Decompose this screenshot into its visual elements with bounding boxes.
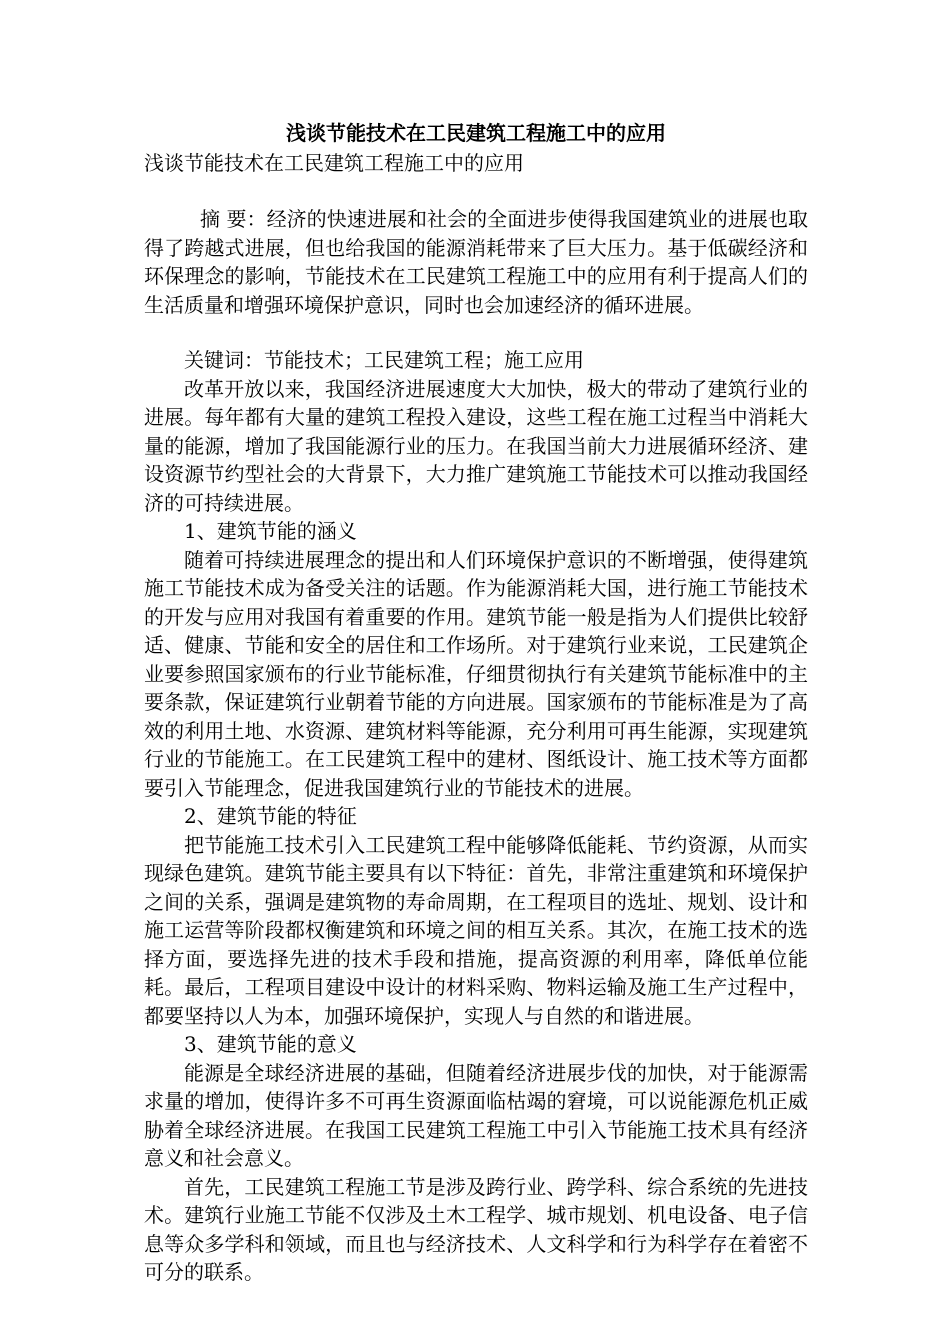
spacer bbox=[144, 178, 808, 205]
document-subtitle: 浅谈节能技术在工民建筑工程施工中的应用 bbox=[144, 151, 524, 175]
section-heading: 3、建筑节能的意义 bbox=[184, 1032, 357, 1056]
spacer bbox=[144, 319, 808, 346]
intro-paragraph: 改革开放以来，我国经济进展速度大大加快，极大的带动了建筑行业的进展。每年都有大量的建筑工程投入建设，这些工程在施工过程当中消耗大量的能源，增加了我国能源行业的压力。在我国当前大力进展循环经济、建设资源节约型社会的大背景下，大力推广建筑施工节能技术可以推动我国经济的可持续进展。 bbox=[144, 376, 808, 515]
body-paragraph: 随着可持续进展理念的提出和人们环境保护意识的不断增强，使得建筑施工节能技术成为备受关注的话题。作为能源消耗大国，进行施工节能技术的开发与应用对我国有着重要的作用。建筑节能一般是指为人们提供比较舒适、健康、节能和安全的居住和工作场所。对于建筑行业来说，工民建筑企业要参照国家颁布的行业节能标准，仔细贯彻执行有关建筑节能标准中的主要条款，保证建筑行业朝着节能的方向进展。国家颁布的节能标准是为了高效的利用土地、水资源、建筑材料等能源，充分利用可再生能源，实现建筑行业的节能施工。在工民建筑工程中的建材、图纸设计、施工技术等方面都要引入节能理念，促进我国建筑行业的节能技术的进展。 bbox=[144, 547, 808, 800]
section-heading: 1、建筑节能的涵义 bbox=[184, 519, 357, 543]
body-paragraph: 首先，工民建筑工程施工节是涉及跨行业、跨学科、综合系统的先进技术。建筑行业施工节能不仅涉及土木工程学、城市规划、机电设备、电子信息等众多学科和领域，而且也与经济技术、人文科学和行为科学存在着密不可分的联系。 bbox=[144, 1174, 808, 1284]
body-paragraph: 能源是全球经济进展的基础，但随着经济进展步伐的加快，对于能源需求量的增加，使得许多不可再生资源面临枯竭的窘境，可以说能源危机正威胁着全球经济进展。在我国工民建筑工程施工中引入节能施工技术具有经济意义和社会意义。 bbox=[144, 1060, 808, 1170]
document-page bbox=[144, 118, 808, 1287]
document-title: 浅谈节能技术在工民建筑工程施工中的应用 bbox=[286, 121, 666, 145]
section-heading: 2、建筑节能的特征 bbox=[184, 804, 357, 828]
keywords-line: 关键词：节能技术；工民建筑工程；施工应用 bbox=[184, 348, 584, 372]
abstract-paragraph: 摘 要：经济的快速进展和社会的全面进步使得我国建筑业的进展也取得了跨越式进展，但也给我国的能源消耗带来了巨大压力。基于低碳经济和环保理念的影响，节能技术在工民建筑工程施工中的应用有利于提高人们的生活质量和增强环境保护意识，同时也会加速经济的循环进展。 bbox=[144, 207, 808, 317]
body-paragraph: 把节能施工技术引入工民建筑工程中能够降低能耗、节约资源，从而实现绿色建筑。建筑节能主要具有以下特征：首先，非常注重建筑和环境保护之间的关系，强调是建筑物的寿命周期，在工程项目的选址、规划、设计和施工运营等阶段都权衡建筑和环境之间的相互关系。其次，在施工技术的选择方面，要选择先进的技术手段和措施，提高资源的利用率，降低单位能耗。最后，工程项目建设中设计的材料采购、物料运输及施工生产过程中，都要坚持以人为本，加强环境保护，实现人与自然的和谐进展。 bbox=[144, 832, 808, 1028]
